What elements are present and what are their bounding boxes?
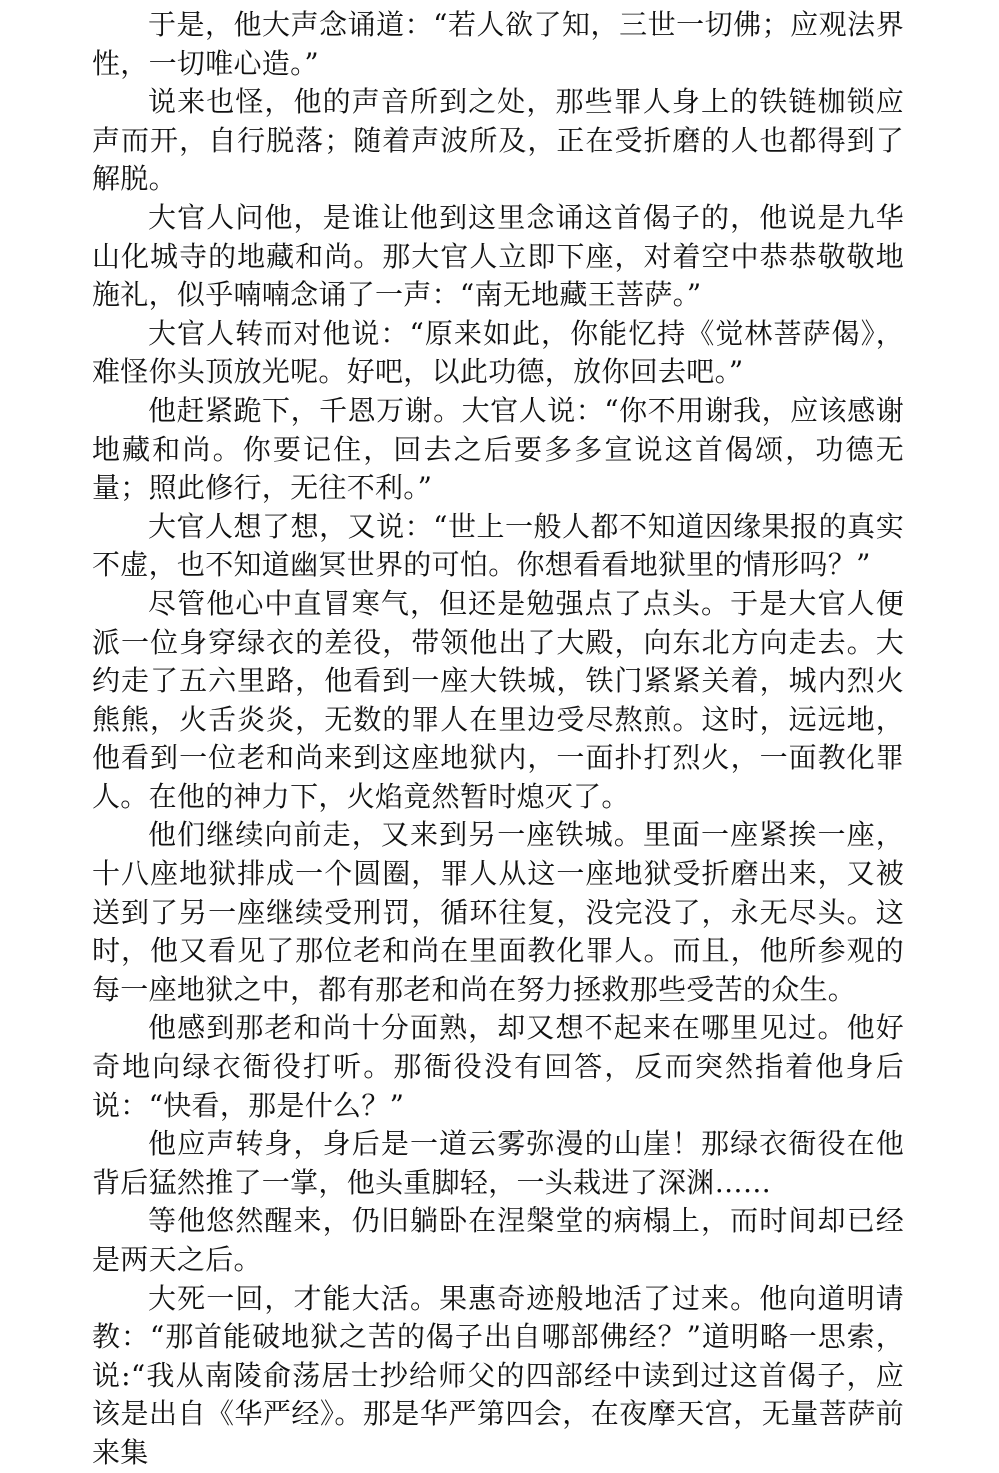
paragraph: 他应声转身，身后是一道云雾弥漫的山崖！那绿衣衙役在他背后猛然推了一掌，他头重脚轻，一头栽进了深渊…… xyxy=(92,1127,904,1199)
paragraph: 尽管他心中直冒寒气，但还是勉强点了点头。于是大官人便派一位身穿绿衣的差役，带领他出了大殿，向东北方向走去。大约走了五六里路，他看到一座大铁城，铁门紧紧关着，城内烈火熊熊，火舌炎炎，无数的罪人在里边受尽熬煎。这时，远远地，他看到一位老和尚来到这座地狱内，一面扑打烈火，一面教化罪人。在他的神力下，火焰竟然暂时熄灭了。 xyxy=(92,586,904,813)
paragraph: 于是，他大声念诵道：“若人欲了知，三世一切佛；应观法界性，一切唯心造。” xyxy=(92,8,904,80)
paragraph: 大官人问他，是谁让他到这里念诵这首偈子的，他说是九华山化城寺的地藏和尚。那大官人立即下座，对着空中恭恭敬敬地施礼，似乎喃喃念诵了一声：“南无地藏王菩萨。” xyxy=(92,200,904,312)
paragraph: 等他悠然醒来，仍旧躺卧在涅槃堂的病榻上，而时间却已经是两天之后。 xyxy=(92,1204,904,1276)
paragraph: 大官人想了想，又说：“世上一般人都不知道因缘果报的真实不虚，也不知道幽冥世界的可怕。你想看看地狱里的情形吗？” xyxy=(92,509,904,582)
document-page xyxy=(92,6,904,1473)
paragraph: 说来也怪，他的声音所到之处，那些罪人身上的铁链枷锁应声而开，自行脱落；随着声波所及，正在受折磨的人也都得到了解脱。 xyxy=(92,85,904,196)
paragraph: 他感到那老和尚十分面熟，却又想不起来在哪里见过。他好奇地向绿衣衙役打听。那衙役没有回答，反而突然指着他身后说：“快看，那是什么？” xyxy=(92,1011,904,1122)
paragraph: 他们继续向前走，又来到另一座铁城。里面一座紧挨一座，十八座地狱排成一个圆圈，罪人从这一座地狱受折磨出来，又被送到了另一座继续受刑罚，循环往复，没完没了，永无尽头。这时，他又看见了那位老和尚在里面教化罪人。而且，他所参观的每一座地狱之中，都有那老和尚在努力拯救那些受苦的众生。 xyxy=(92,818,904,1006)
paragraph: 他赶紧跪下，千恩万谢。大官人说：“你不用谢我，应该感谢地藏和尚。你要记住，回去之后要多多宣说这首偈颂，功德无量；照此修行，无往不利。” xyxy=(92,393,904,505)
paragraph: 大死一回，才能大活。果惠奇迹般地活了过来。他向道明请教：“那首能破地狱之苦的偈子出自哪部佛经？”道明略一思索，说:“我从南陵俞荡居士抄给师父的四部经中读到过这首偈子，应该是出自《华严经》。那是华严第四会，在夜摩天宫，无量菩萨前来集 xyxy=(92,1281,904,1469)
paragraph: 大官人转而对他说：“原来如此，你能忆持《觉林菩萨偈》，难怪你头顶放光呢。好吧，以此功德，放你回去吧。” xyxy=(92,316,904,389)
